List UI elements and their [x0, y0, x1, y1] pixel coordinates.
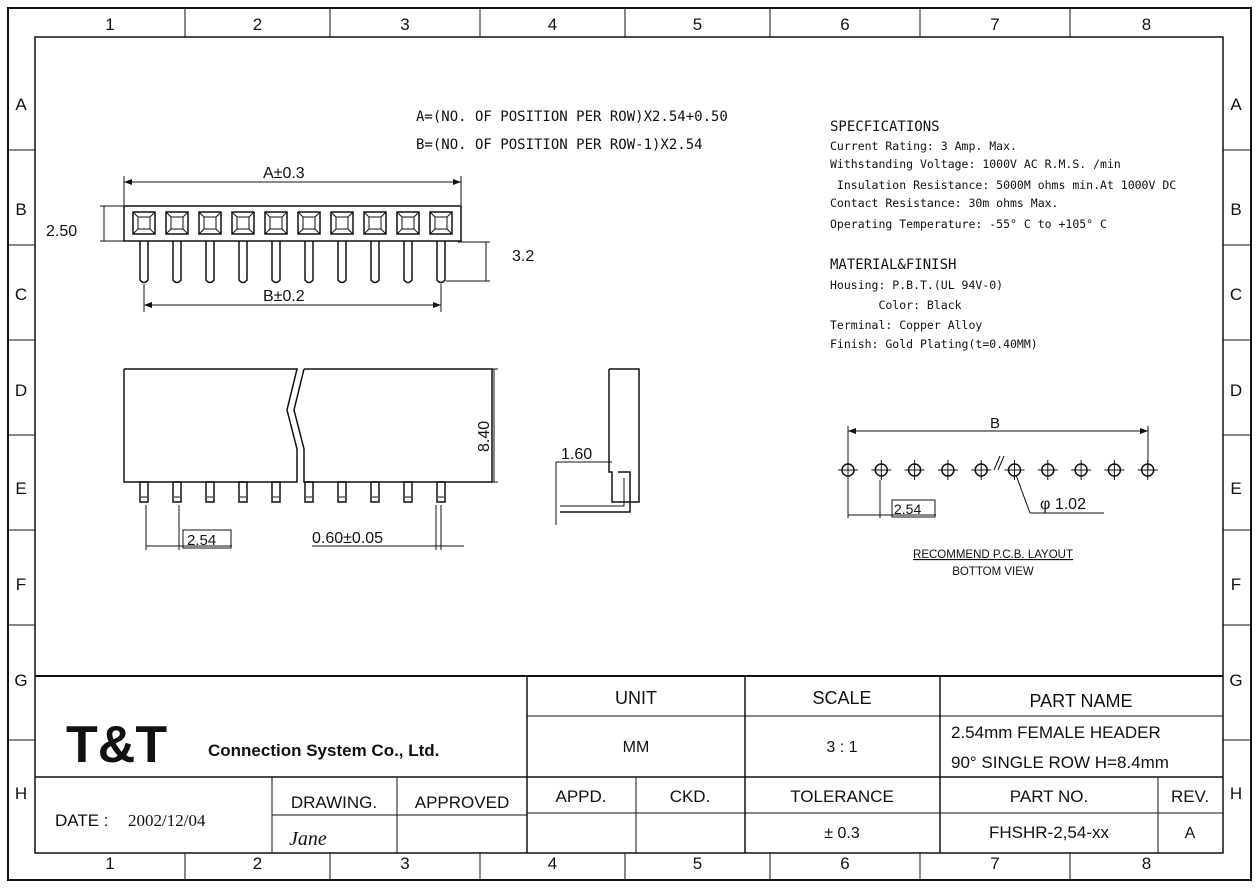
zone-col-label: 5 — [692, 15, 703, 34]
part-name-line2: 90° SINGLE ROW H=8.4mm — [951, 753, 1169, 772]
tolerance-label: TOLERANCE — [790, 787, 894, 806]
zone-row-label: H — [14, 784, 28, 803]
dim-pitch-label: 2.54 — [187, 532, 217, 549]
zone-col-label: 8 — [1141, 15, 1152, 34]
material-line: Terminal: Copper Alloy — [830, 318, 983, 332]
scale-label: SCALE — [812, 688, 872, 708]
contact-cell-inner — [369, 217, 381, 229]
zone-row-label: B — [15, 200, 27, 219]
zone-row-label: D — [14, 381, 28, 400]
zone-row-label: A — [15, 95, 27, 114]
pin — [173, 241, 181, 283]
ckd-label: CKD. — [669, 787, 711, 806]
pin-shoulder — [338, 482, 346, 502]
side-view — [556, 369, 639, 525]
contact-cell-inner — [171, 217, 183, 229]
part-name-label: PART NAME — [1029, 691, 1133, 711]
pcb-layout — [838, 415, 1158, 578]
spec-heading: SPECFICATIONS — [830, 119, 940, 135]
formula-a: A=(NO. OF POSITION PER ROW)X2.54+0.50 — [416, 109, 728, 125]
zone-row-label: E — [15, 479, 27, 498]
pin — [239, 241, 247, 283]
pin — [305, 241, 313, 283]
unit-value: MM — [622, 739, 650, 756]
part-no-label: PART NO. — [1009, 787, 1089, 806]
contact-cell-inner — [435, 217, 447, 229]
zone-col-label: 6 — [840, 15, 850, 34]
dim-b-label: B±0.2 — [263, 288, 305, 305]
top-view-cells — [124, 206, 461, 241]
dim-a-label: A±0.3 — [263, 165, 305, 182]
formula-b: B=(NO. OF POSITION PER ROW-1)X2.54 — [416, 137, 703, 153]
zone-col-label: 7 — [990, 15, 1000, 34]
date-label: DATE : — [55, 811, 109, 830]
pin — [371, 241, 379, 283]
zone-col-label: 2 — [252, 854, 263, 873]
dim-pin-label: 0.60±0.05 — [312, 530, 384, 547]
pin — [338, 241, 346, 283]
pin-shoulder — [437, 482, 445, 502]
rev-value: A — [1184, 825, 1196, 842]
top-view-pins — [140, 241, 445, 283]
zone-row-label: F — [15, 575, 27, 594]
pcb-pitch-label: 2.54 — [894, 501, 922, 517]
pin — [272, 241, 280, 283]
pin-shoulder — [140, 482, 148, 502]
dim-3-2-label: 3.2 — [512, 248, 535, 265]
material-heading: MATERIAL&FINISH — [830, 257, 957, 273]
pin — [437, 241, 445, 283]
spec-line: Withstanding Voltage: 1000V AC R.M.S. /min — [830, 157, 1121, 171]
zone-col-label: 1 — [105, 854, 115, 873]
drawing-label: DRAWING. — [290, 793, 378, 812]
spec-line: Contact Resistance: 30m ohms Max. — [830, 196, 1059, 210]
pcb-caption-line2: BOTTOM VIEW — [952, 566, 1034, 578]
rev-label: REV. — [1170, 787, 1210, 806]
part-no-value: FHSHR-2,54-xx — [989, 823, 1109, 842]
pcb-holes — [838, 460, 1158, 480]
appd-label: APPD. — [555, 787, 607, 806]
material-line: Housing: P.B.T.(UL 94V-0) — [830, 278, 1004, 292]
pcb-caption-line1: RECOMMEND P.C.B. LAYOUT — [913, 549, 1073, 561]
pin-shoulder — [206, 482, 214, 502]
zone-col-label: 6 — [840, 854, 850, 873]
tolerance-value: ± 0.3 — [824, 825, 860, 842]
zone-row-label: A — [1230, 95, 1242, 114]
zone-row-label: B — [1230, 200, 1242, 219]
pin — [140, 241, 148, 283]
contact-cell-inner — [270, 217, 282, 229]
zone-row-label: D — [1229, 381, 1243, 400]
front-view-pins — [140, 482, 445, 502]
spec-line: Current Rating: 3 Amp. Max. — [830, 139, 1017, 153]
zone-row-label: C — [1229, 285, 1243, 304]
unit-label: UNIT — [615, 688, 657, 708]
company-name: Connection System Co., Ltd. — [208, 741, 440, 760]
company-logo: T&T — [66, 716, 168, 774]
material-line: Finish: Gold Plating(t=0.40MM) — [830, 337, 1038, 351]
spec-line: Operating Temperature: -55° C to +105° C — [830, 217, 1107, 231]
zone-col-label: 3 — [400, 854, 410, 873]
dim-8-40-label: 8.40 — [476, 420, 493, 452]
material-block — [830, 257, 1038, 351]
pin-shoulder — [371, 482, 379, 502]
pin — [206, 241, 214, 283]
spec-line: Insulation Resistance: 5000M ohms min.At 1000V DC — [830, 178, 1177, 192]
zone-col-label: 7 — [990, 854, 1000, 873]
zone-row-label: G — [14, 671, 28, 690]
zone-row-label: G — [1229, 671, 1243, 690]
zone-row-label: E — [1230, 479, 1242, 498]
contact-cell-inner — [204, 217, 216, 229]
zone-col-label: 4 — [547, 15, 558, 34]
pin-shoulder — [173, 482, 181, 502]
zone-row-label: C — [14, 285, 28, 304]
pcb-hole-label: φ 1.02 — [1040, 496, 1086, 513]
material-line: Color: Black — [830, 298, 962, 312]
pin — [404, 241, 412, 283]
zone-col-label: 1 — [105, 15, 115, 34]
zone-col-label: 5 — [692, 854, 703, 873]
drawing-value: Jane — [289, 828, 327, 850]
contact-cell-inner — [138, 217, 150, 229]
dim-1-60-label: 1.60 — [561, 446, 593, 463]
zone-row-label: H — [1229, 784, 1243, 803]
pin-shoulder — [272, 482, 280, 502]
zone-col-label: 2 — [252, 15, 263, 34]
pin-shoulder — [239, 482, 247, 502]
contact-cell-inner — [237, 217, 249, 229]
top-view — [46, 165, 534, 312]
specifications-block — [830, 119, 1176, 231]
title-block — [35, 676, 1223, 853]
pcb-b-label: B — [990, 415, 1001, 432]
zone-col-label: 8 — [1141, 854, 1152, 873]
pin-shoulder — [305, 482, 313, 502]
dim-2-50-label: 2.50 — [46, 223, 78, 240]
pin-shoulder — [404, 482, 412, 502]
zone-col-label: 4 — [547, 854, 558, 873]
front-view — [124, 369, 498, 550]
date-value: 2002/12/04 — [128, 811, 206, 830]
part-name-line1: 2.54mm FEMALE HEADER — [951, 723, 1161, 742]
zone-row-label: F — [1230, 575, 1242, 594]
zone-col-label: 3 — [400, 15, 410, 34]
scale-value: 3 : 1 — [826, 739, 858, 756]
contact-cell-inner — [303, 217, 315, 229]
contact-cell-inner — [336, 217, 348, 229]
contact-cell-inner — [402, 217, 414, 229]
approved-label: APPROVED — [414, 793, 510, 812]
